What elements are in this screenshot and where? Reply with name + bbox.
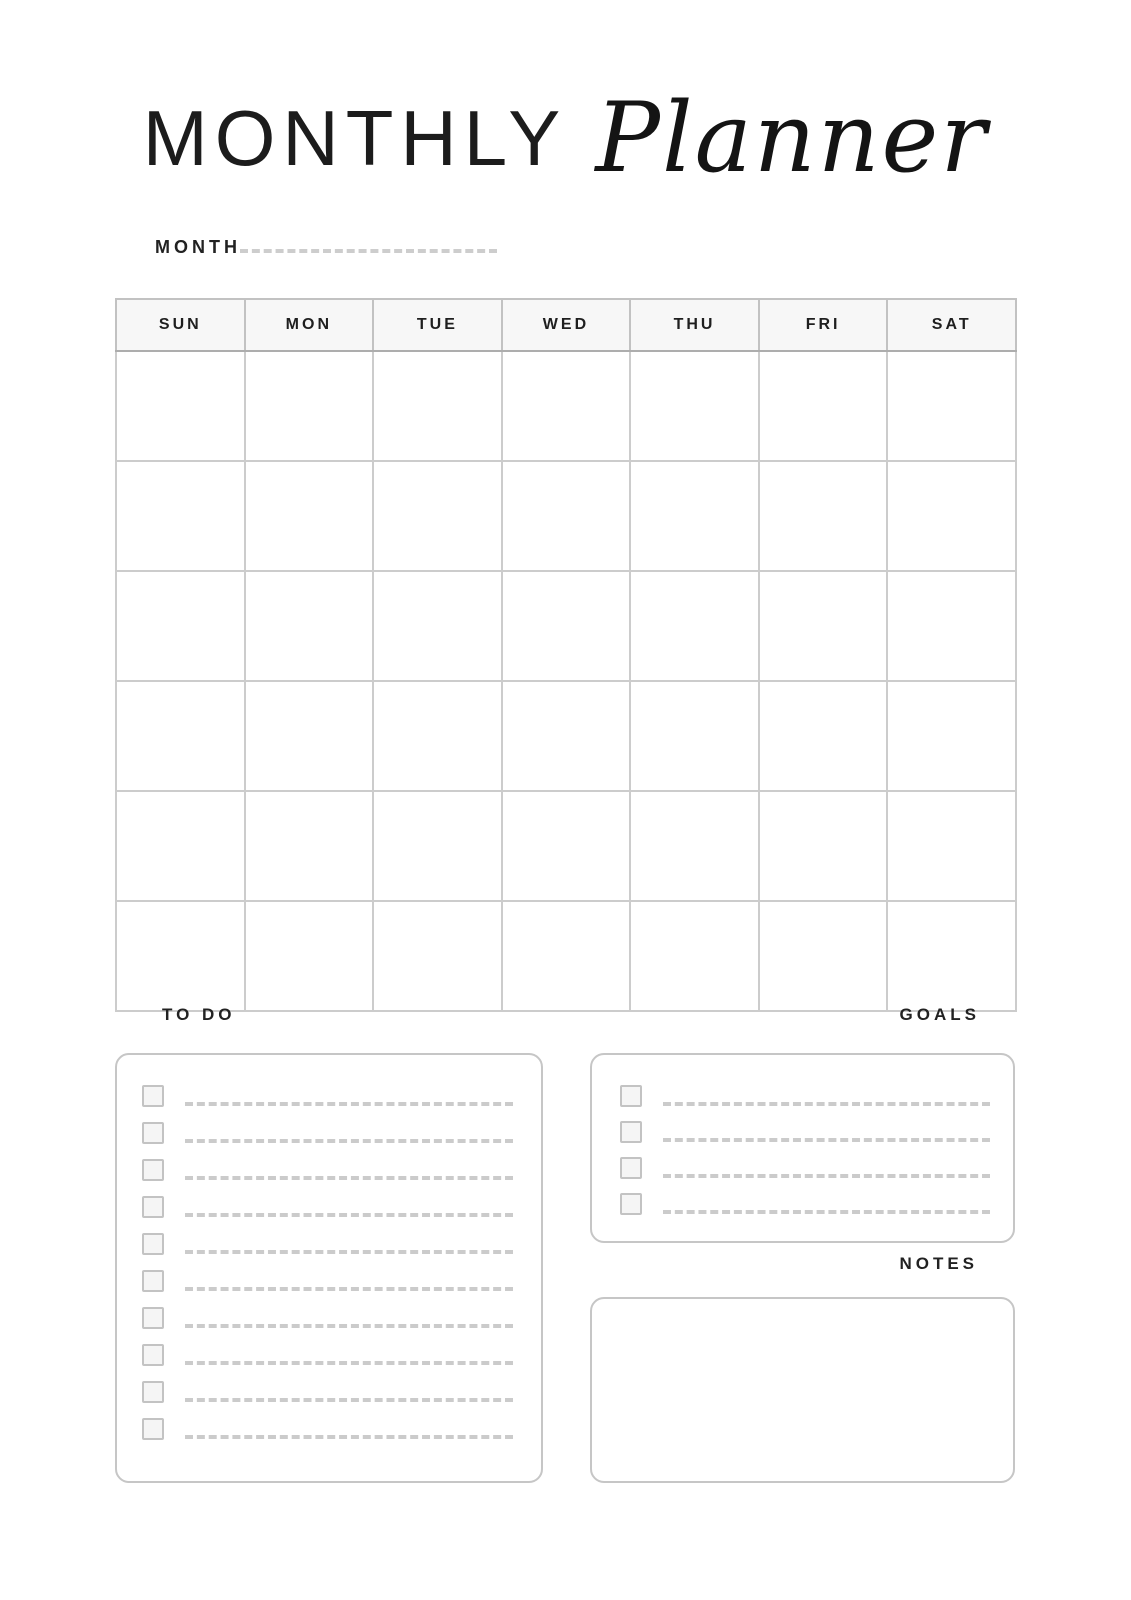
calendar-day-cell[interactable] — [116, 461, 245, 571]
calendar-day-cell[interactable] — [373, 791, 502, 901]
calendar-day-cell[interactable] — [373, 901, 502, 1011]
calendar-day-cell[interactable] — [887, 791, 1016, 901]
checkbox[interactable] — [620, 1157, 642, 1179]
calendar-day-cell[interactable] — [887, 571, 1016, 681]
goals-box — [590, 1053, 1015, 1243]
calendar-day-cell[interactable] — [887, 681, 1016, 791]
calendar-week-row — [116, 571, 1016, 681]
calendar-day-cell[interactable] — [759, 901, 888, 1011]
calendar-day-cell[interactable] — [759, 571, 888, 681]
calendar-day-header: MON — [245, 299, 374, 351]
calendar-day-header: WED — [502, 299, 631, 351]
checkbox[interactable] — [142, 1122, 164, 1144]
write-line[interactable] — [185, 1250, 513, 1254]
checklist-row — [142, 1122, 513, 1144]
checklist-row — [142, 1307, 513, 1329]
calendar-week-row — [116, 351, 1016, 461]
calendar-day-cell[interactable] — [630, 791, 759, 901]
title-monthly: MONTHLY — [142, 94, 568, 182]
checklist-row — [620, 1085, 990, 1107]
calendar-day-header: SAT — [887, 299, 1016, 351]
write-line[interactable] — [185, 1287, 513, 1291]
calendar-day-header: SUN — [116, 299, 245, 351]
notes-box[interactable] — [590, 1297, 1015, 1483]
calendar-header-row — [116, 299, 1016, 351]
todo-section-label: TO DO — [162, 1005, 236, 1024]
write-line[interactable] — [185, 1435, 513, 1439]
calendar-day-cell[interactable] — [630, 901, 759, 1011]
calendar-day-cell[interactable] — [245, 571, 374, 681]
calendar-day-cell[interactable] — [630, 571, 759, 681]
write-line[interactable] — [185, 1361, 513, 1365]
checkbox[interactable] — [142, 1418, 164, 1440]
calendar-day-cell[interactable] — [759, 461, 888, 571]
checkbox[interactable] — [142, 1307, 164, 1329]
title-planner-script: Planner — [595, 82, 989, 194]
calendar-day-cell[interactable] — [887, 351, 1016, 461]
calendar-day-cell[interactable] — [502, 571, 631, 681]
calendar-day-cell[interactable] — [630, 461, 759, 571]
calendar-day-cell[interactable] — [502, 351, 631, 461]
calendar-day-cell[interactable] — [630, 681, 759, 791]
checklist-row — [142, 1233, 513, 1255]
calendar-day-cell[interactable] — [887, 901, 1016, 1011]
calendar-day-cell[interactable] — [116, 571, 245, 681]
checkbox[interactable] — [142, 1381, 164, 1403]
month-input-line[interactable] — [240, 249, 497, 253]
goals-section-label: GOALS — [899, 1005, 980, 1024]
checklist-row — [142, 1270, 513, 1292]
calendar-day-cell[interactable] — [245, 791, 374, 901]
calendar-day-cell[interactable] — [373, 571, 502, 681]
write-line[interactable] — [663, 1102, 990, 1106]
checklist-row — [142, 1196, 513, 1218]
todo-box — [115, 1053, 543, 1483]
calendar-day-header: FRI — [759, 299, 888, 351]
write-line[interactable] — [663, 1174, 990, 1178]
checkbox[interactable] — [620, 1193, 642, 1215]
checklist-row — [142, 1418, 513, 1440]
calendar-week-row — [116, 681, 1016, 791]
calendar-day-cell[interactable] — [116, 901, 245, 1011]
calendar-day-cell[interactable] — [116, 351, 245, 461]
calendar-day-cell[interactable] — [116, 791, 245, 901]
calendar-week-row — [116, 901, 1016, 1011]
calendar-week-row — [116, 461, 1016, 571]
calendar-day-cell[interactable] — [373, 351, 502, 461]
checkbox[interactable] — [142, 1159, 164, 1181]
calendar-day-cell[interactable] — [502, 461, 631, 571]
checklist-row — [620, 1157, 990, 1179]
write-line[interactable] — [663, 1138, 990, 1142]
write-line[interactable] — [185, 1176, 513, 1180]
calendar-day-header: THU — [630, 299, 759, 351]
calendar-day-cell[interactable] — [245, 351, 374, 461]
write-line[interactable] — [185, 1102, 513, 1106]
write-line[interactable] — [185, 1213, 513, 1217]
calendar-day-cell[interactable] — [373, 681, 502, 791]
checklist-row — [620, 1121, 990, 1143]
calendar-day-cell[interactable] — [245, 461, 374, 571]
write-line[interactable] — [185, 1324, 513, 1328]
write-line[interactable] — [185, 1398, 513, 1402]
calendar-day-cell[interactable] — [887, 461, 1016, 571]
calendar-day-header: TUE — [373, 299, 502, 351]
checklist-row — [142, 1159, 513, 1181]
calendar-day-cell[interactable] — [373, 461, 502, 571]
write-line[interactable] — [663, 1210, 990, 1214]
checklist-row — [620, 1193, 990, 1215]
calendar-body — [116, 351, 1016, 1011]
calendar-day-cell[interactable] — [630, 351, 759, 461]
month-label: MONTH — [155, 237, 241, 257]
checklist-row — [142, 1085, 513, 1107]
checkbox[interactable] — [142, 1344, 164, 1366]
page-title — [0, 82, 1131, 194]
calendar-day-cell[interactable] — [759, 351, 888, 461]
checklist-row — [142, 1381, 513, 1403]
calendar-day-cell[interactable] — [245, 681, 374, 791]
calendar-day-cell[interactable] — [759, 791, 888, 901]
calendar-day-cell[interactable] — [245, 901, 374, 1011]
calendar-week-row — [116, 791, 1016, 901]
calendar-day-cell[interactable] — [116, 681, 245, 791]
checklist-row — [142, 1344, 513, 1366]
checkbox[interactable] — [620, 1085, 642, 1107]
calendar-day-cell[interactable] — [502, 901, 631, 1011]
calendar-grid — [115, 298, 1017, 1012]
checkbox[interactable] — [142, 1233, 164, 1255]
checkbox[interactable] — [142, 1085, 164, 1107]
checkbox[interactable] — [142, 1270, 164, 1292]
calendar-day-cell[interactable] — [502, 681, 631, 791]
calendar-day-cell[interactable] — [759, 681, 888, 791]
write-line[interactable] — [185, 1139, 513, 1143]
checkbox[interactable] — [620, 1121, 642, 1143]
checkbox[interactable] — [142, 1196, 164, 1218]
notes-section-label: NOTES — [899, 1254, 978, 1273]
calendar-day-cell[interactable] — [502, 791, 631, 901]
